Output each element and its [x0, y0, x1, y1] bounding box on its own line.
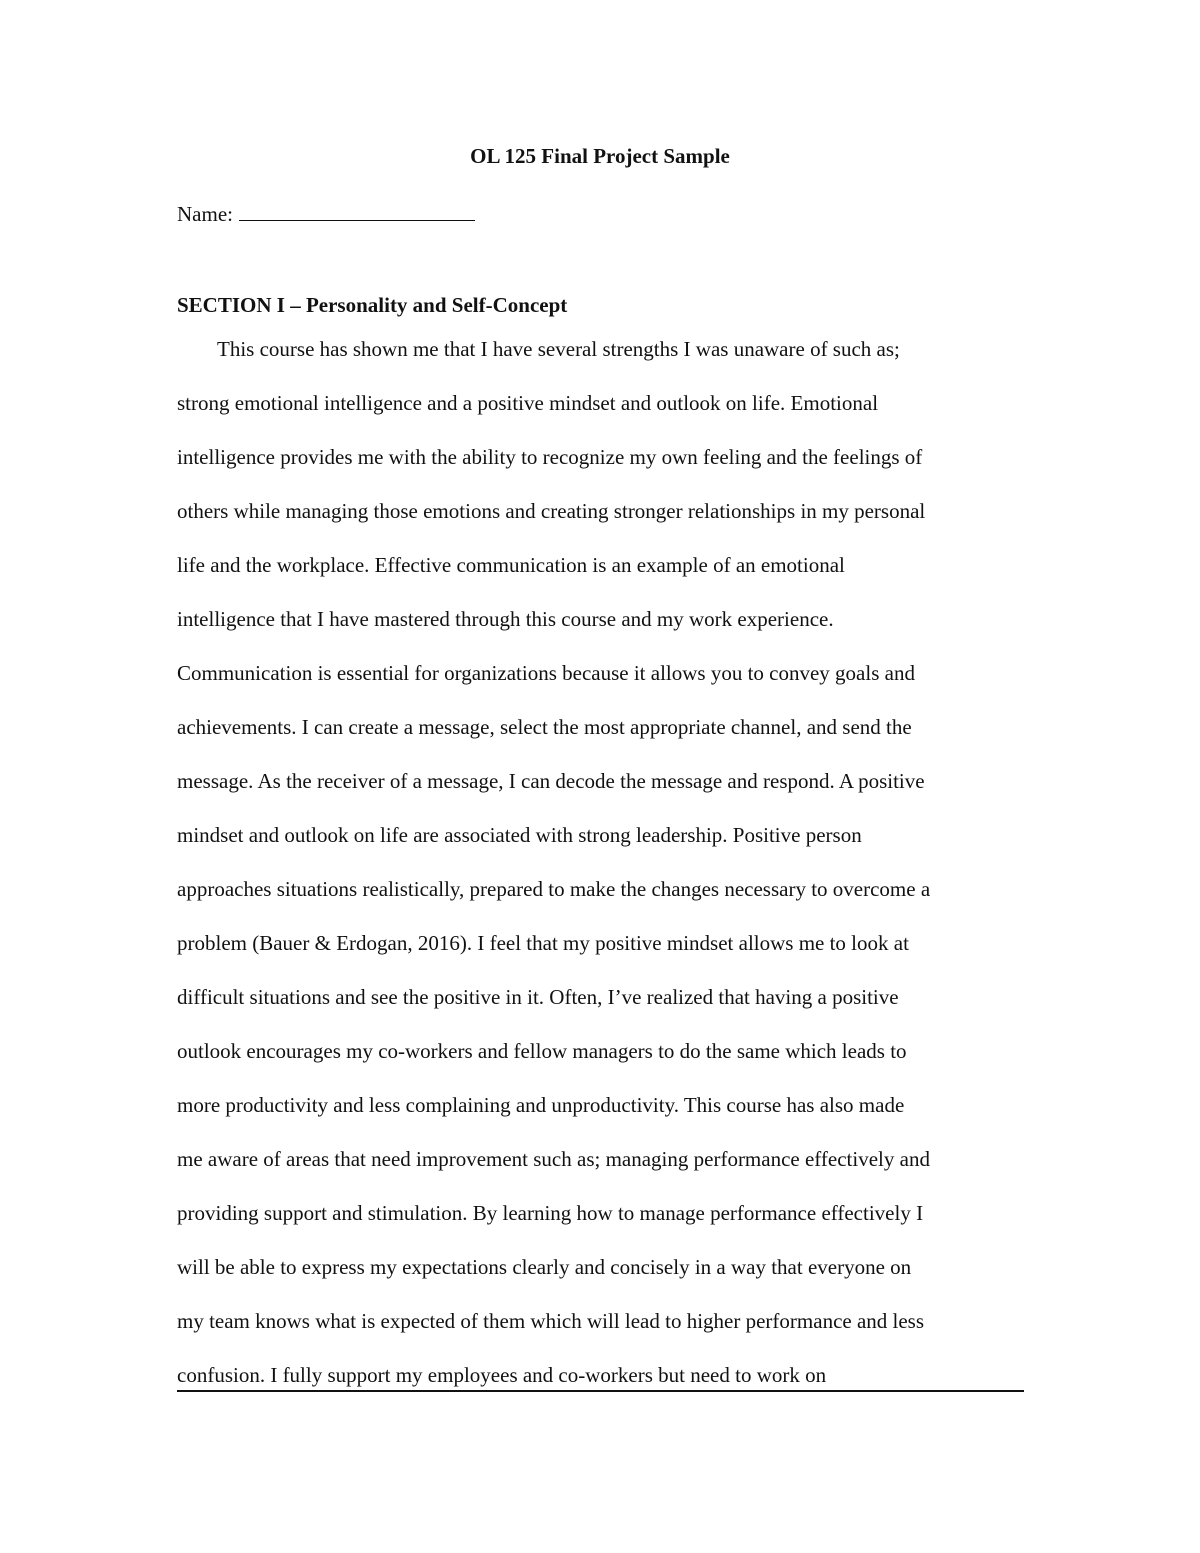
body-line: difficult situations and see the positive in it. Often, I’ve realized that having a positive — [177, 985, 899, 1009]
body-line: more productivity and less complaining and unproductivity. This course has also made — [177, 1093, 905, 1117]
body-line: others while managing those emotions and creating stronger relationships in my personal — [177, 499, 926, 523]
body-line: problem (Bauer & Erdogan, 2016). I feel that my positive mindset allows me to look at — [177, 931, 909, 955]
body-line: intelligence provides me with the ability to recognize my own feeling and the feelings of — [177, 445, 923, 469]
section-heading: SECTION I – Personality and Self-Concept — [177, 293, 568, 317]
name-blank-line — [239, 202, 475, 221]
body-line: my team knows what is expected of them which will lead to higher performance and less — [177, 1309, 925, 1333]
body-line: providing support and stimulation. By learning how to manage performance effectively I — [177, 1201, 924, 1225]
body-line: me aware of areas that need improvement such as; managing performance effectively and — [177, 1147, 930, 1171]
body-line: confusion. I fully support my employees and co-workers but need to work on — [177, 1363, 827, 1387]
name-label: Name: — [177, 202, 233, 226]
name-field-row — [177, 199, 475, 229]
body-line: achievements. I can create a message, select the most appropriate channel, and send the — [177, 715, 912, 739]
body-line: message. As the receiver of a message, I can decode the message and respond. A positive — [177, 769, 925, 793]
document-title: OL 125 Final Project Sample — [470, 144, 730, 168]
body-line: This course has shown me that I have several strengths I was unaware of such as; — [217, 337, 900, 361]
body-line: outlook encourages my co-workers and fellow managers to do the same which leads to — [177, 1039, 907, 1063]
preview-cutoff-rule — [177, 1390, 1024, 1392]
body-line: intelligence that I have mastered through this course and my work experience. — [177, 607, 834, 631]
body-line: strong emotional intelligence and a positive mindset and outlook on life. Emotional — [177, 391, 879, 415]
body-line: mindset and outlook on life are associated with strong leadership. Positive person — [177, 823, 862, 847]
body-line: Communication is essential for organizations because it allows you to convey goals and — [177, 661, 915, 685]
body-line: will be able to express my expectations clearly and concisely in a way that everyone on — [177, 1255, 912, 1279]
body-paragraph — [177, 333, 1023, 1413]
body-line: life and the workplace. Effective communication is an example of an emotional — [177, 553, 845, 577]
body-line: approaches situations realistically, prepared to make the changes necessary to overcome a — [177, 877, 931, 901]
